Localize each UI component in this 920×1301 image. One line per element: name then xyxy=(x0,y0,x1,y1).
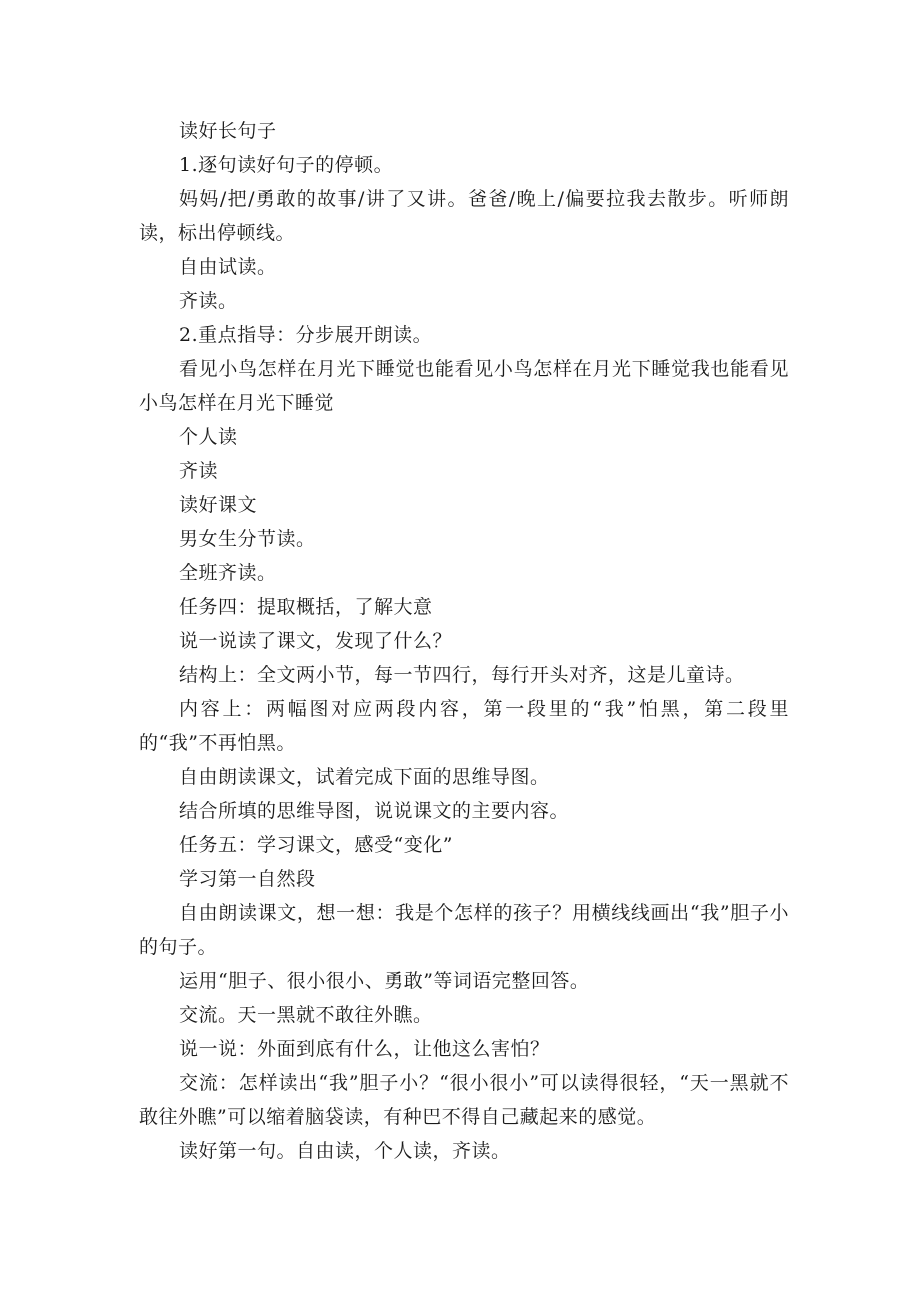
paragraph: 说一说读了课文，发现了什么？ xyxy=(179,630,453,652)
paragraph: 自由朗读课文，想一想：我是个怎样的孩子？用横线线画出“我”胆子小的句子。 xyxy=(139,902,789,958)
paragraph: 任务五：学习课文，感受“变化” xyxy=(179,834,453,856)
paragraph: 妈妈/把/勇敢的故事/讲了又讲。爸爸/晚上/偏要拉我去散步。听师朗读，标出停顿线。 xyxy=(139,188,789,244)
paragraph: 个人读 xyxy=(179,426,238,448)
paragraph: 内容上：两幅图对应两段内容，第一段里的“我”怕黑，第二段里的“我”不再怕黑。 xyxy=(139,698,789,754)
paragraph: 男女生分节读。 xyxy=(179,528,316,550)
paragraph: 任务四：提取概括，了解大意 xyxy=(179,596,433,618)
paragraph: 运用“胆子、很小很小、勇敢”等词语完整回答。 xyxy=(179,970,590,992)
paragraph: 说一说：外面到底有什么，让他这么害怕？ xyxy=(179,1038,550,1060)
paragraph: 交流：怎样读出“我”胆子小？“很小很小”可以读得很轻，“天一黑就不敢往外瞧”可以缩着脑袋读，有种巴不得自己藏起来的感觉。 xyxy=(139,1072,789,1128)
paragraph: 自由朗读课文，试着完成下面的思维导图。 xyxy=(179,766,550,788)
paragraph: 交流。天一黑就不敢往外瞧。 xyxy=(179,1004,433,1026)
paragraph: 结合所填的思维导图，说说课文的主要内容。 xyxy=(179,800,570,822)
paragraph: 读好课文 xyxy=(179,494,258,516)
document-body xyxy=(139,114,789,1168)
paragraph: 看见小鸟怎样在月光下睡觉也能看见小鸟怎样在月光下睡觉我也能看见小鸟怎样在月光下睡觉 xyxy=(139,358,789,414)
paragraph: 读好长句子 xyxy=(179,120,277,142)
paragraph: 读好第一句。自由读，个人读，齐读。 xyxy=(179,1140,511,1162)
paragraph: 学习第一自然段 xyxy=(179,868,316,890)
paragraph: 自由试读。 xyxy=(179,256,277,278)
paragraph: 齐读 xyxy=(179,460,219,482)
paragraph: 2.重点指导：分步展开朗读。 xyxy=(179,324,433,346)
paragraph: 齐读。 xyxy=(179,290,238,312)
paragraph: 结构上：全文两小节，每一节四行，每行开头对齐，这是儿童诗。 xyxy=(179,664,745,686)
paragraph: 1.逐句读好句子的停顿。 xyxy=(179,154,394,176)
paragraph: 全班齐读。 xyxy=(179,562,277,584)
